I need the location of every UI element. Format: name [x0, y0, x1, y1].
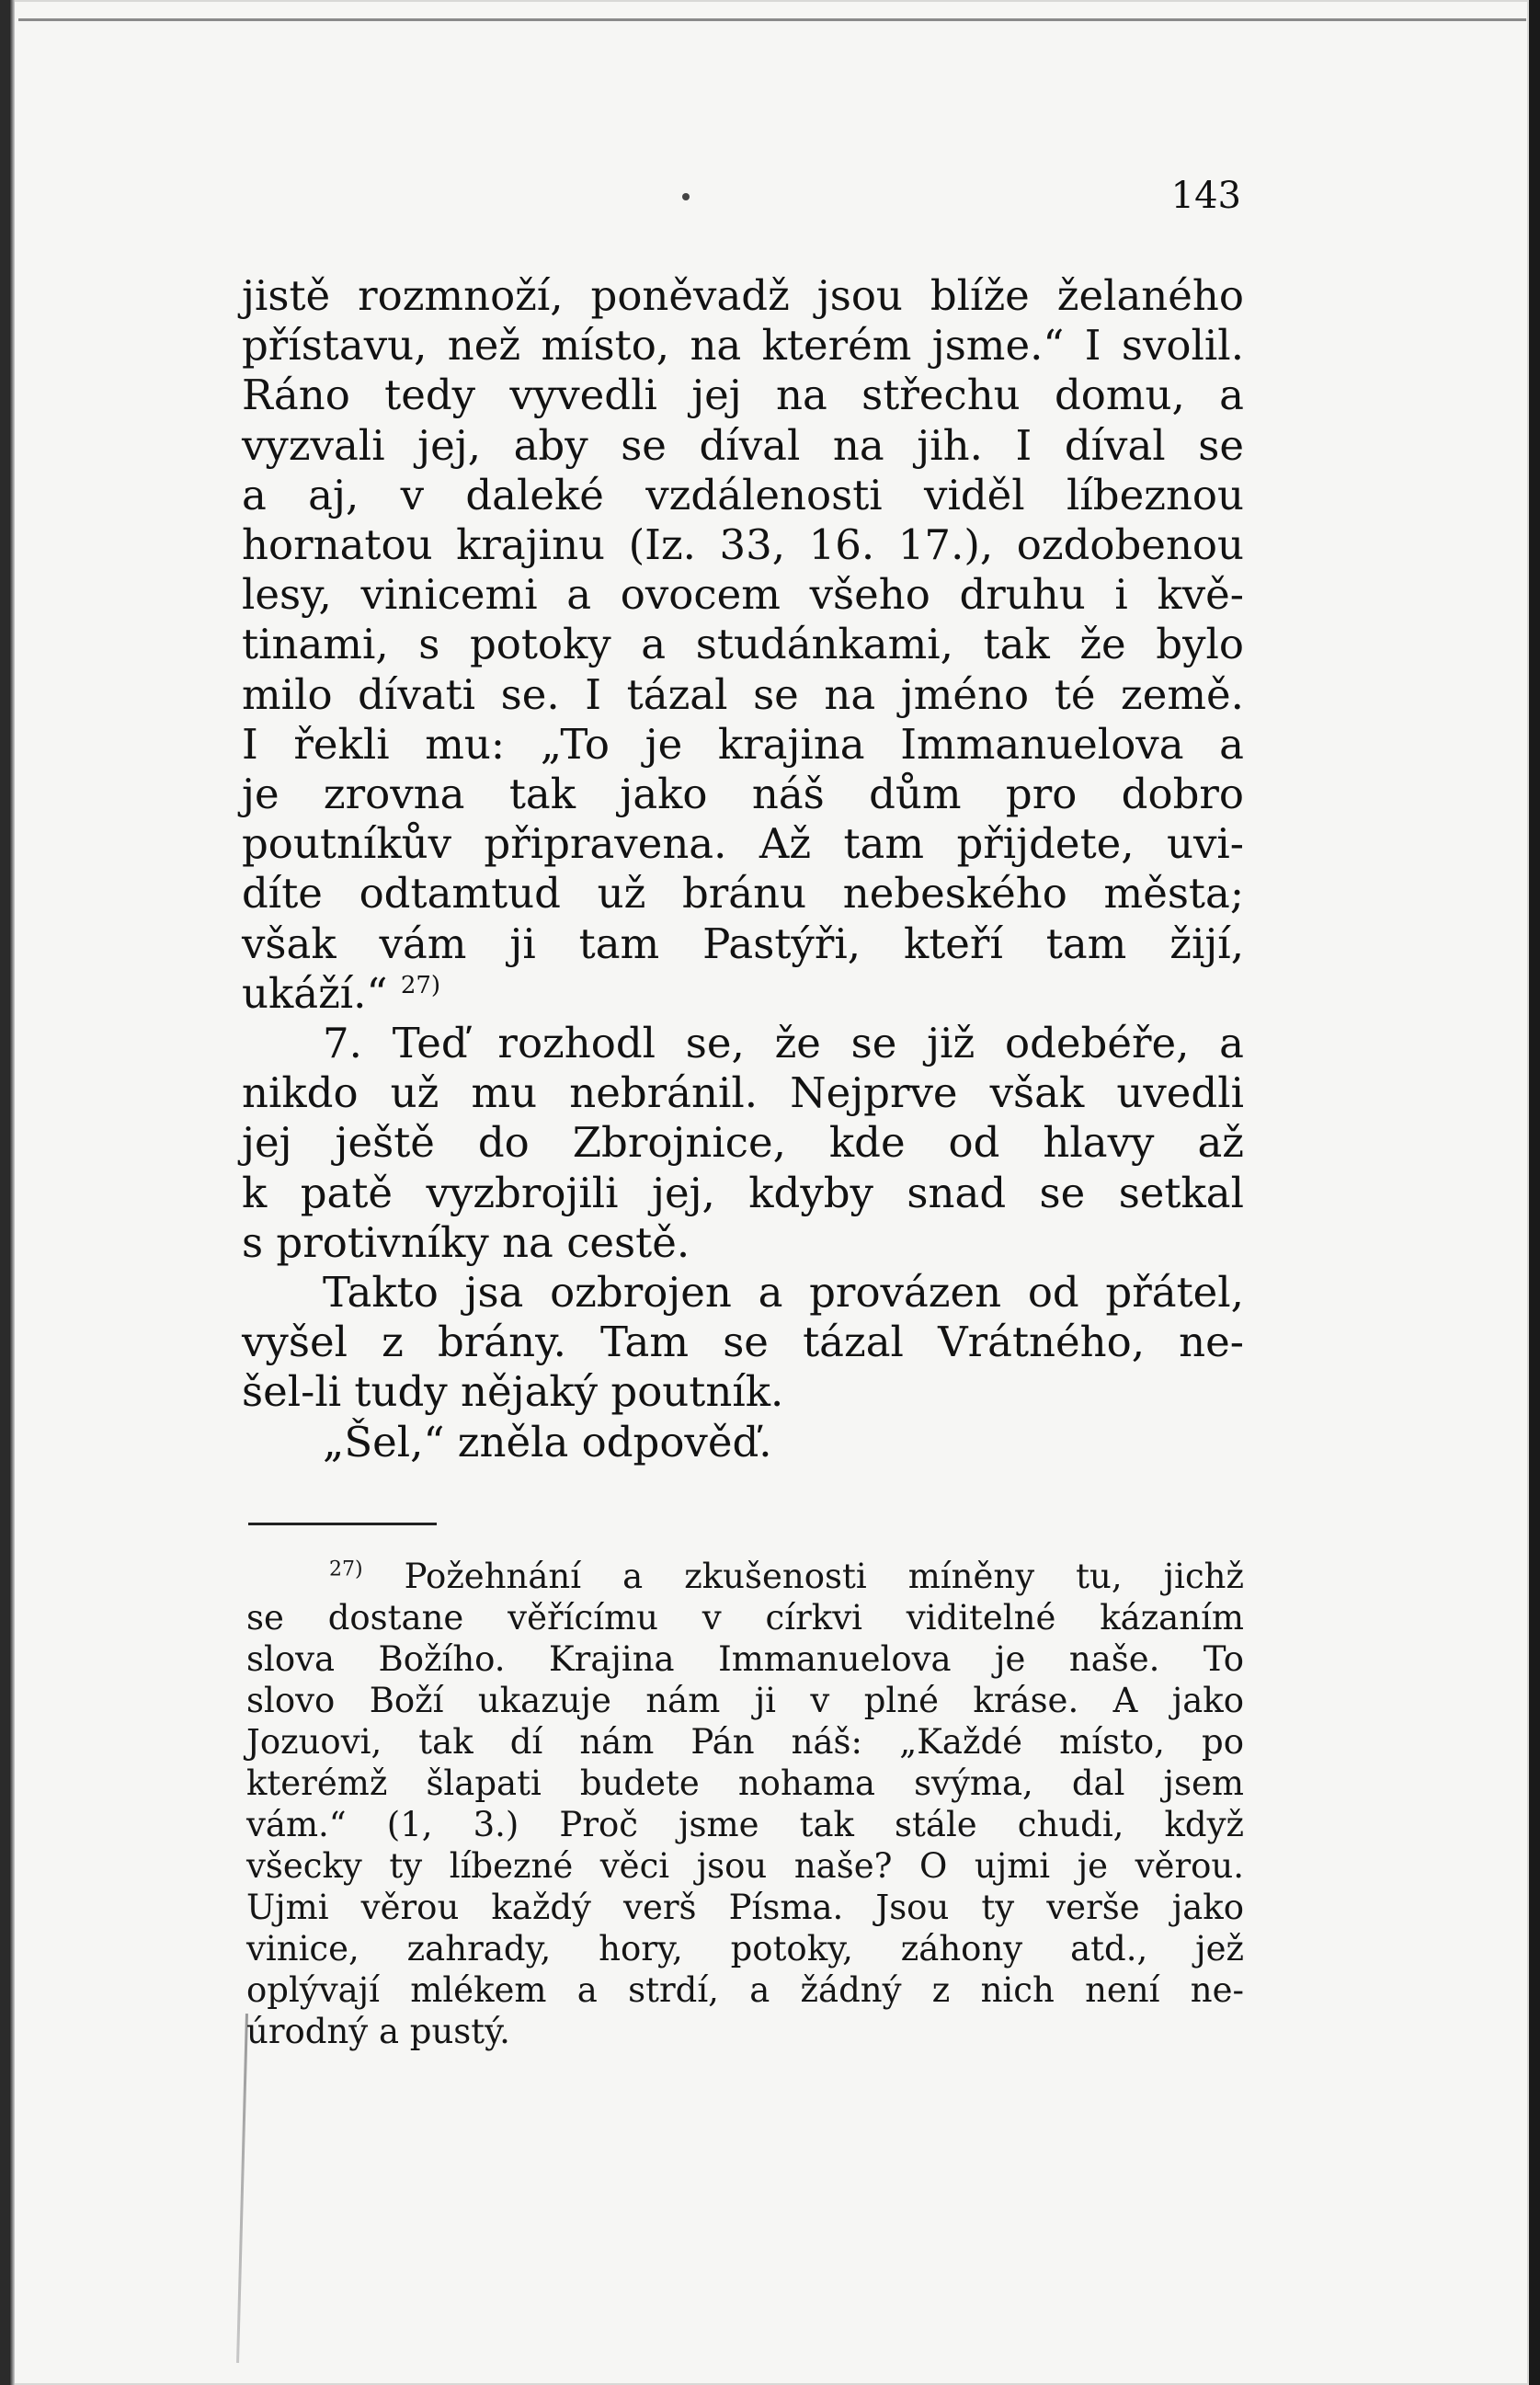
text-line: vyšel z brány. Tam se tázal Vrátného, ne- — [242, 1318, 1244, 1367]
text-line: a aj, v daleké vzdálenosti viděl líbeznou — [242, 470, 1244, 519]
footnote-line: slova Božího. Krajina Immanuelova je naše. To — [246, 1639, 1244, 1679]
text-line: s protivníky na cestě. — [242, 1217, 690, 1267]
main-text — [242, 271, 1244, 1467]
footnote-line: všecky ty líbezné věci jsou naše? O ujmi je věrou. — [246, 1846, 1244, 1886]
text-line: k patě vyzbrojili jej, kdyby snad se setkal — [242, 1168, 1244, 1217]
top-border-line — [18, 18, 1526, 21]
scan-edge-left — [9, 0, 15, 2385]
text-line: Ráno tedy vyvedli jej na střechu domu, a — [242, 371, 1244, 420]
page-number: 143 — [1170, 175, 1241, 217]
text-fragment: ukáží.“ — [242, 968, 388, 1018]
footnote-line: se dostane věřícímu v církvi viditelné kázaním — [246, 1598, 1244, 1638]
paragraph-4 — [242, 1418, 1244, 1467]
footnote-line: Jozuovi, tak dí nám Pán náš: „Každé místo, po — [246, 1722, 1244, 1762]
text-line: lesy, vinicemi a ovocem všeho druhu i kvě- — [242, 570, 1244, 620]
paragraph-2 — [242, 1019, 1244, 1268]
footnote-line: vám.“ (1, 3.) Proč jsme tak stále chudi, když — [246, 1805, 1244, 1844]
text-line: jej ještě do Zbrojnice, kde od hlavy až — [242, 1118, 1244, 1168]
print-dot — [682, 193, 690, 200]
text-line: I řekli mu: „To je krajina Immanuelova a — [242, 719, 1244, 769]
footnote-line: kterémž šlapati budete nohama svýma, dal jsem — [246, 1763, 1244, 1803]
text-line: „Šel,“ zněla odpověď. — [323, 1417, 772, 1466]
text-line: však vám ji tam Pastýři, kteří tam žijí, — [242, 919, 1244, 968]
text-line: poutníkův připravena. Až tam přijdete, uvi- — [242, 819, 1244, 869]
text-line: Takto jsa ozbrojen a provázen od přátel, — [323, 1268, 1244, 1318]
text-fragment: Požehnání a zkušenosti míněny tu, jichž — [404, 1557, 1245, 1596]
text-line: šel-li tudy nějaký poutník. — [242, 1367, 784, 1417]
footnote-line: slovo Boží ukazuje nám ji v plné kráse. A jako — [246, 1681, 1244, 1720]
text-line: jistě rozmnoží, poněvadž jsou blíže želaného — [242, 271, 1244, 320]
text-line: je zrovna tak jako náš dům pro dobro — [242, 770, 1244, 819]
footnote-reference: 27) — [400, 971, 441, 999]
scan-edge-right — [1529, 0, 1540, 2385]
footnote-line: Ujmi věrou každý verš Písma. Jsou ty verše jako — [246, 1888, 1244, 1927]
text-line: 7. Teď rozhodl se, že se již odebéře, a — [323, 1019, 1244, 1068]
paragraph-1 — [242, 271, 1244, 1019]
text-line: díte odtamtud už bránu nebeského města; — [242, 869, 1244, 919]
text-line: hornatou krajinu (Iz. 33, 16. 17.), ozdobenou — [242, 520, 1244, 570]
footnote-line: úrodný a pustý. — [246, 2012, 510, 2051]
footnote-line: oplývají mlékem a strdí, a žádný z nich není ne- — [246, 1970, 1244, 2010]
footnote-line: vinice, zahrady, hory, potoky, záhony atd., jež — [246, 1929, 1244, 1968]
footnote-27 — [246, 1556, 1244, 2052]
text-line: milo dívati se. I tázal se na jméno té země. — [242, 669, 1244, 719]
footnote-line — [246, 1556, 1244, 1597]
text-line — [242, 969, 1244, 1019]
paragraph-3 — [242, 1268, 1244, 1418]
text-line: přístavu, než místo, na kterém jsme.“ I svolil. — [242, 321, 1244, 371]
text-line: nikdo už mu nebránil. Nejprve však uvedli — [242, 1068, 1244, 1118]
footnote-separator — [248, 1523, 437, 1525]
footnote-mark: 27) — [329, 1558, 363, 1581]
text-line: tinami, s potoky a studánkami, tak že bylo — [242, 620, 1244, 669]
text-line: vyzvali jej, aby se díval na jih. I díval se — [242, 420, 1244, 470]
